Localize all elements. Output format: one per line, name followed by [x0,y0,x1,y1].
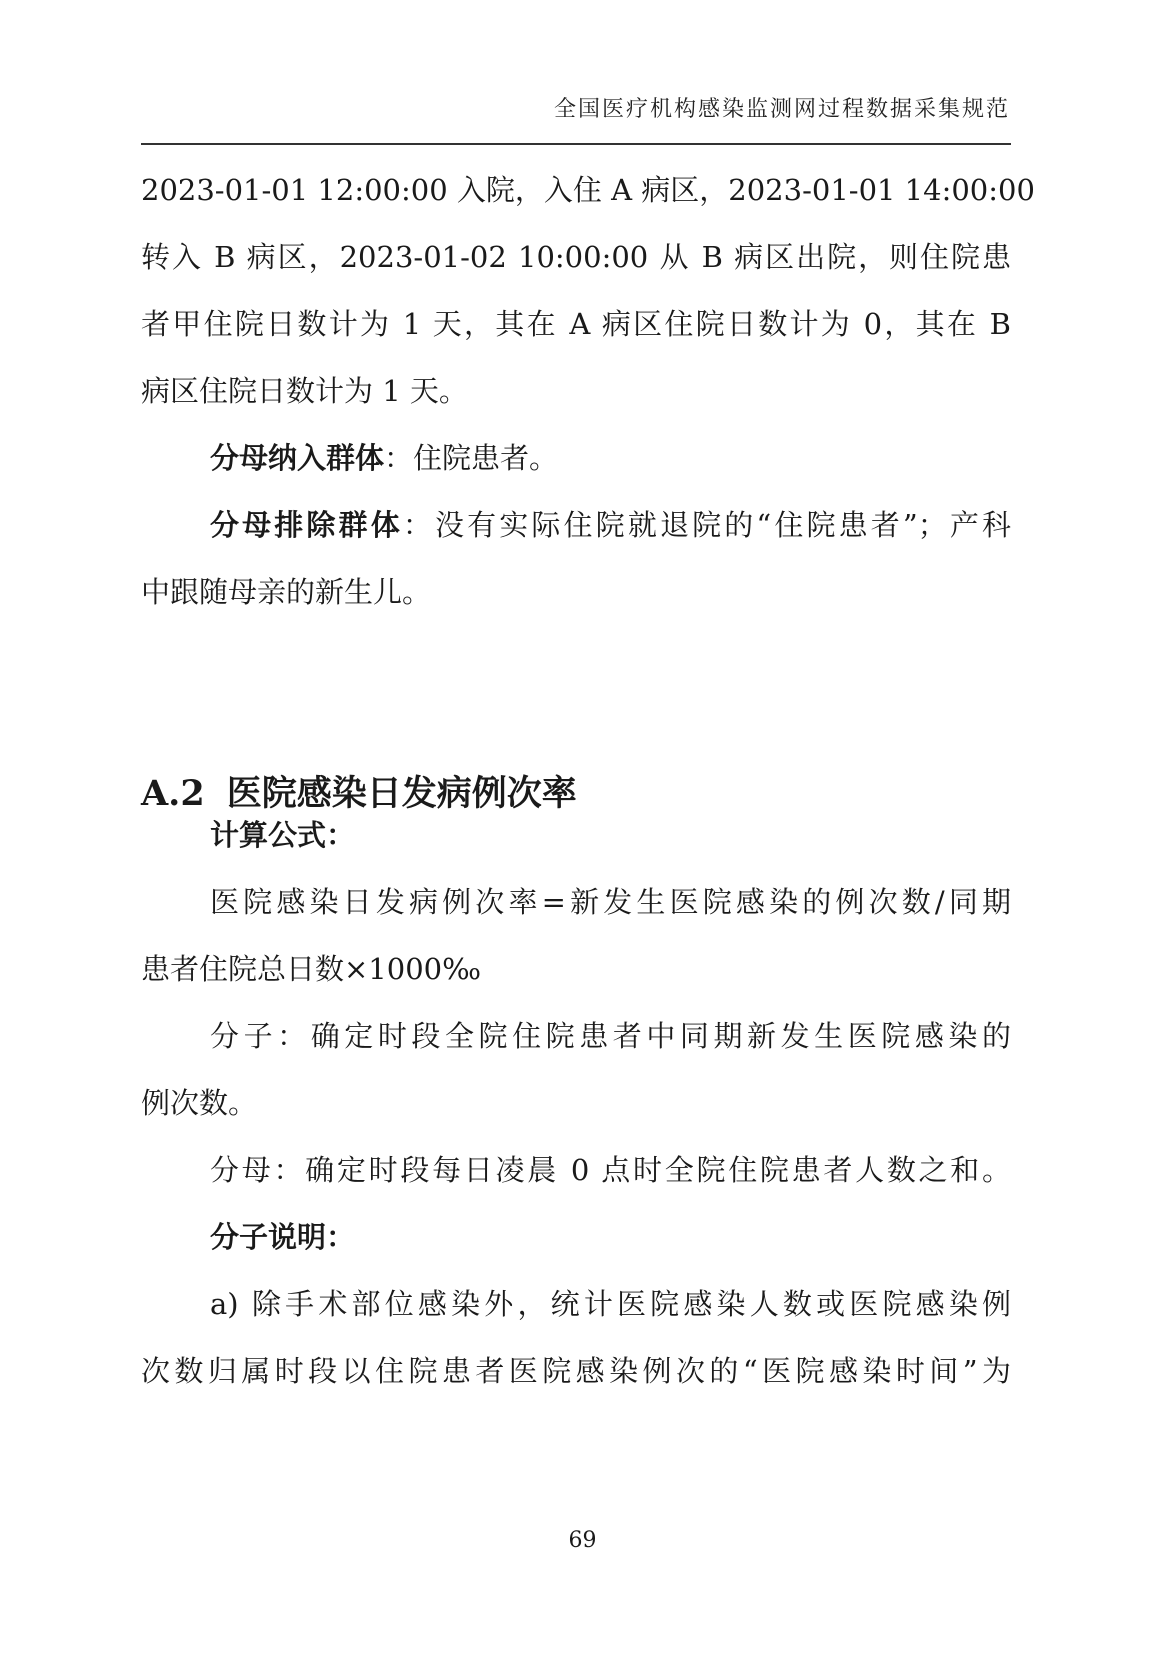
denominator-include-label: 分母纳入群体 [210,441,385,475]
denominator-exclude-text: ：没有实际住院就退院的“住院患者”；产科 [402,508,1011,542]
paragraph-line: 病区住院日数计为 1 天。 [141,374,468,408]
paragraph-line: 转入 B 病区，2023-01-02 10:00:00 从 B 病区出院，则住院患 [141,240,1011,274]
numerator-note-line: a) 除手术部位感染外，统计医院感染人数或医院感染例 [210,1287,1011,1321]
denominator-exclude-continuation: 中跟随母亲的新生儿。 [141,575,432,609]
denominator-exclude-label: 分母排除群体 [210,508,403,542]
running-header-title: 全国医疗机构感染监测网过程数据采集规范 [553,97,1010,122]
denominator-include-text: ：住院患者。 [384,441,559,475]
header-divider [141,143,1011,145]
formula-label: 计算公式： [210,818,356,852]
numerator-note-label: 分子说明： [210,1220,356,1254]
formula-line: 患者住院总日数×1000‰ [141,952,482,986]
section-number: A.2 [141,773,205,814]
section-heading [141,772,577,816]
formula-line: 医院感染日发病例次率=新发生医院感染的例次数/同期 [210,885,1011,919]
denominator-line: 分母：确定时段每日凌晨 0 点时全院住院患者人数之和。 [210,1153,1011,1187]
denominator-include [210,438,1011,478]
denominator-exclude [210,505,1011,545]
numerator-line: 分子：确定时段全院住院患者中同期新发生医院感染的 [210,1019,1011,1053]
paragraph-line: 者甲住院日数计为 1 天，其在 A 病区住院日数计为 0，其在 B [141,307,1011,341]
numerator-line: 例次数。 [141,1086,258,1120]
paragraph-line: 2023-01-01 12:00:00 入院，入住 A 病区，2023-01-01 14:00:00 [141,173,1035,207]
page-number: 69 [568,1528,597,1553]
section-title: 医院感染日发病例次率 [226,773,577,814]
numerator-note-line: 次数归属时段以住院患者医院感染例次的“医院感染时间”为 [141,1354,1011,1388]
